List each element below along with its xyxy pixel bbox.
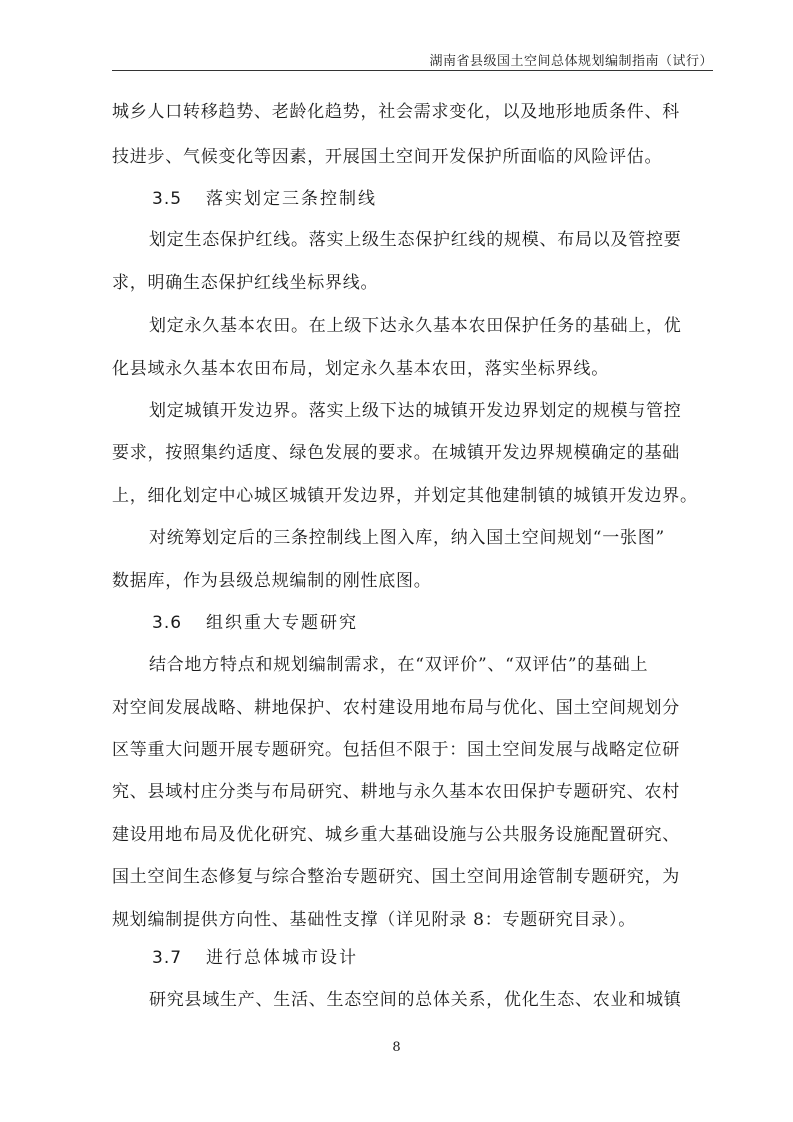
section-number: 3.6 [152,613,183,633]
section-heading [152,186,377,212]
paragraph-line: 城乡人口转移趋势、老龄化趋势，社会需求变化，以及地形地质条件、科 [112,102,680,122]
paragraph-first-line: 结合地方特点和规划编制需求，在“双评价”、“双评估”的基础上 [149,655,649,675]
paragraph-line: 求，明确生态保护红线坐标界线。 [112,273,379,293]
header-rule [112,70,713,71]
paragraph-line: 区等重大问题开展专题研究。包括但不限于：国土空间发展与战略定位研 [112,740,680,760]
section-heading [152,610,358,636]
section-title: 落实划定三条控制线 [206,189,377,209]
paragraph-line: 要求，按照集约适度、绿色发展的要求。在城镇开发边界规模确定的基础 [112,443,680,463]
paragraph-line: 建设用地布局及优化研究、城乡重大基础设施与公共服务设施配置研究、 [112,825,680,845]
paragraph-line: 化县域永久基本农田布局，划定永久基本农田，落实坐标界线。 [112,359,609,379]
page-number: 8 [392,1040,401,1055]
section-heading [152,945,358,971]
section-title: 进行总体城市设计 [206,948,358,968]
paragraph-line: 规划编制提供方向性、基础性支撑（详见附录 8：专题研究目录）。 [112,910,636,930]
section-number: 3.7 [152,948,183,968]
paragraph-first-line: 划定城镇开发边界。落实上级下达的城镇开发边界划定的规模与管控 [149,401,682,421]
paragraph-line: 国土空间生态修复与综合整治专题研究、国土空间用途管制专题研究，为 [112,867,680,887]
paragraph-first-line: 划定永久基本农田。在上级下达永久基本农田保护任务的基础上，优 [149,316,682,336]
paragraph-first-line: 划定生态保护红线。落实上级生态保护红线的规模、布局以及管控要 [149,230,682,250]
paragraph-first-line: 对统筹划定后的三条控制线上图入库，纳入国土空间规划“一张图” [149,528,665,548]
paragraph-line: 上，细化划定中心城区城镇开发边界，并划定其他建制镇的城镇开发边界。 [112,486,698,506]
running-header: 湖南省县级国土空间总体规划编制指南（试行） [429,54,713,69]
paragraph-line: 对空间发展战略、耕地保护、农村建设用地布局与优化、国土空间规划分 [112,698,680,718]
paragraph-line: 技进步、气候变化等因素，开展国土空间开发保护所面临的风险评估。 [112,147,663,167]
paragraph-first-line: 研究县域生产、生活、生态空间的总体关系，优化生态、农业和城镇 [149,990,682,1010]
section-title: 组织重大专题研究 [206,613,358,633]
paragraph-line: 数据库，作为县级总规编制的刚性底图。 [112,571,432,591]
section-number: 3.5 [152,189,183,209]
paragraph-line: 究、县域村庄分类与布局研究、耕地与永久基本农田保护专题研究、农村 [112,782,680,802]
